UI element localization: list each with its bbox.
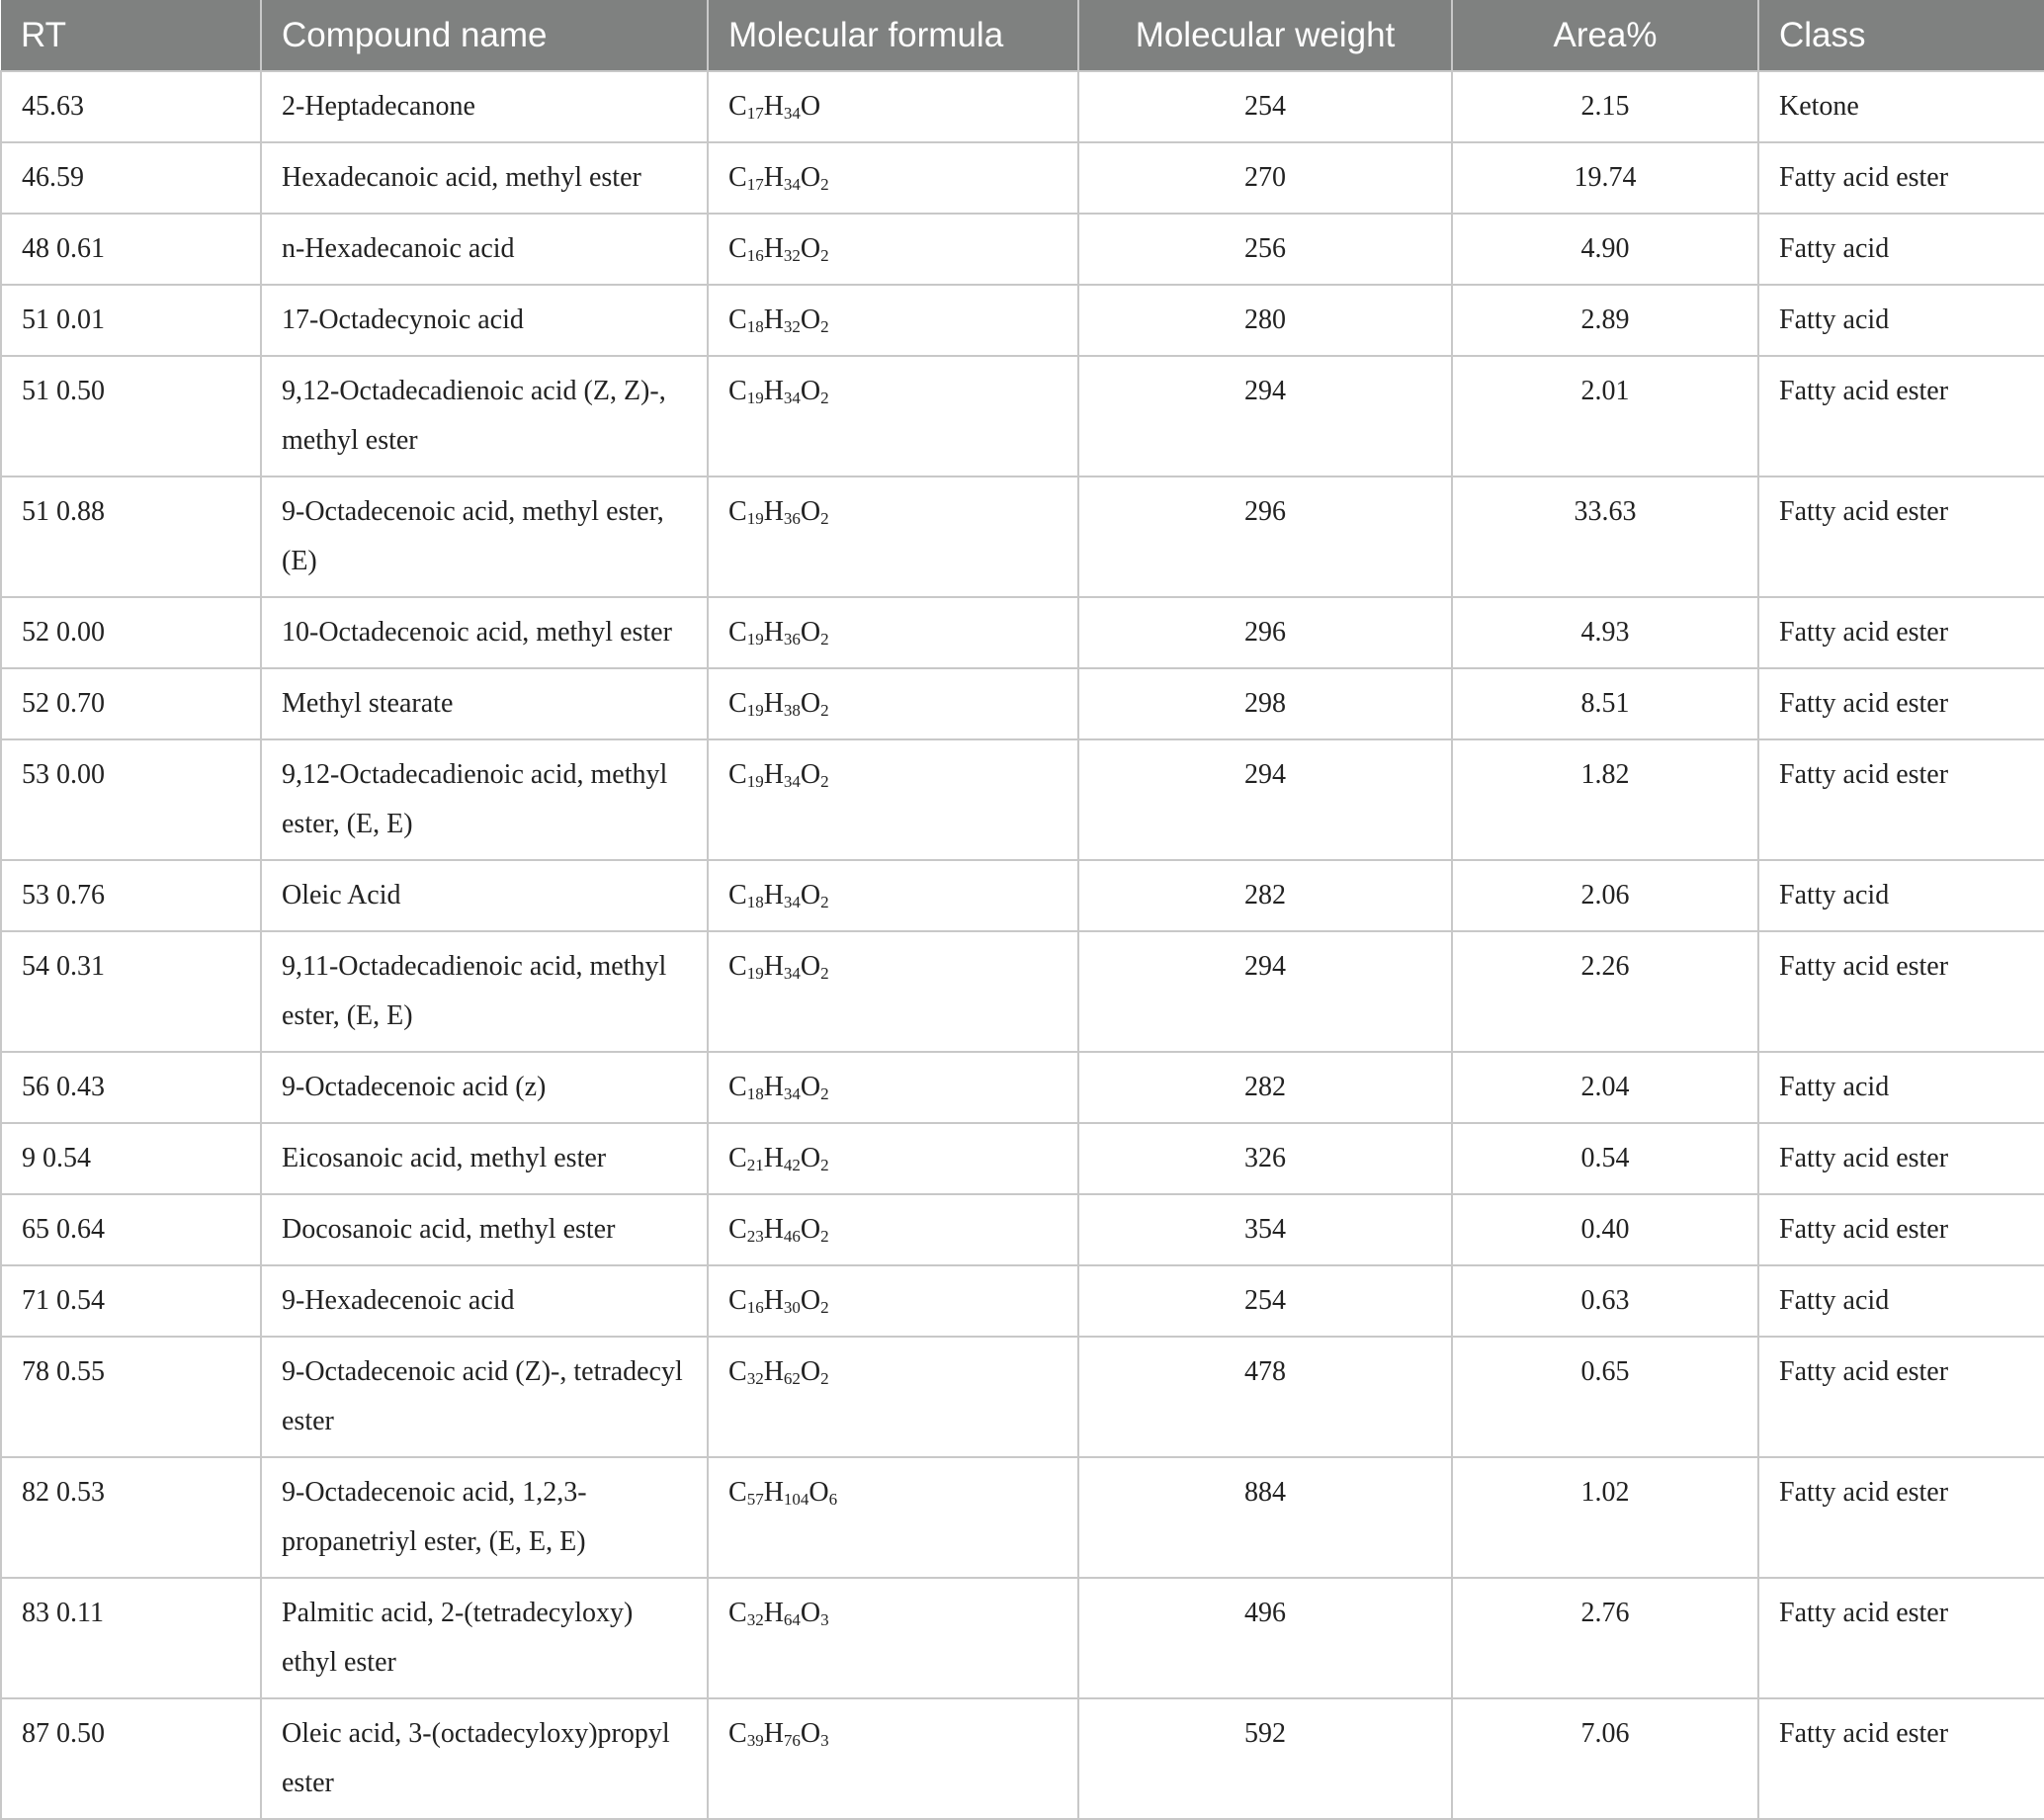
cell-compound-name: 9,12-Octadecadienoic acid (Z, Z)-, methyl ester (261, 356, 708, 477)
cell-molecular-weight: 270 (1078, 142, 1452, 214)
cell-rt: 65 0.64 (1, 1194, 261, 1265)
formula-subscript: 39 (746, 1731, 764, 1750)
formula-element: C (728, 951, 747, 982)
formula-element: O (800, 880, 821, 910)
cell-compound-name: 9-Octadecenoic acid (Z)-, tetradecyl ester (261, 1337, 708, 1457)
formula-element: O (800, 233, 821, 264)
formula-element: C (728, 304, 747, 335)
cell-class: Fatty acid ester (1758, 931, 2044, 1052)
formula-element: C (728, 1214, 747, 1245)
cell-molecular-formula (708, 142, 1078, 214)
table-row (1, 1457, 2044, 1578)
cell-molecular-weight: 280 (1078, 285, 1452, 356)
formula-element: O (800, 496, 821, 527)
formula-subscript: 2 (820, 1227, 829, 1246)
formula-subscript: 2 (820, 389, 829, 407)
formula-element: H (763, 617, 784, 648)
formula-subscript: 2 (820, 964, 829, 983)
formula-subscript: 3 (820, 1610, 829, 1629)
cell-molecular-formula (708, 1052, 1078, 1123)
cell-class: Fatty acid ester (1758, 1194, 2044, 1265)
formula-subscript: 19 (746, 630, 764, 649)
formula-subscript: 62 (783, 1369, 801, 1388)
cell-molecular-weight: 254 (1078, 71, 1452, 142)
formula-subscript: 16 (746, 1298, 764, 1317)
formula-element: O (800, 759, 821, 790)
formula-element: O (800, 1718, 821, 1749)
cell-molecular-formula (708, 931, 1078, 1052)
table-row (1, 1578, 2044, 1698)
formula-element: C (728, 688, 747, 719)
cell-area-percent: 2.06 (1452, 860, 1758, 931)
formula-element: C (728, 1477, 747, 1508)
formula-subscript: 34 (783, 893, 801, 911)
cell-class: Fatty acid (1758, 285, 2044, 356)
table-row (1, 71, 2044, 142)
formula-subscript: 23 (746, 1227, 764, 1246)
table-row (1, 739, 2044, 860)
formula-subscript: 3 (820, 1731, 829, 1750)
cell-molecular-formula (708, 1698, 1078, 1819)
formula-element: H (763, 1598, 784, 1628)
formula-subscript: 36 (783, 630, 801, 649)
cell-compound-name: 9,11-Octadecadienoic acid, methyl ester, (E, E) (261, 931, 708, 1052)
formula-element: H (763, 376, 784, 406)
cell-molecular-formula (708, 285, 1078, 356)
cell-molecular-weight: 282 (1078, 860, 1452, 931)
cell-class: Fatty acid ester (1758, 477, 2044, 597)
cell-class: Fatty acid (1758, 860, 2044, 931)
formula-subscript: 2 (820, 893, 829, 911)
formula-element: O (800, 1143, 821, 1173)
cell-molecular-weight: 592 (1078, 1698, 1452, 1819)
cell-molecular-formula (708, 597, 1078, 668)
cell-rt: 48 0.61 (1, 214, 261, 285)
formula-element: C (728, 1285, 747, 1316)
cell-rt: 71 0.54 (1, 1265, 261, 1337)
cell-area-percent: 2.76 (1452, 1578, 1758, 1698)
formula-element: O (800, 304, 821, 335)
formula-element: O (800, 1072, 821, 1102)
table-row (1, 931, 2044, 1052)
cell-molecular-formula (708, 1194, 1078, 1265)
formula-subscript: 34 (783, 104, 801, 123)
formula-element: C (728, 496, 747, 527)
cell-molecular-formula (708, 1578, 1078, 1698)
formula-element: H (763, 1143, 784, 1173)
formula-element: C (728, 880, 747, 910)
cell-class: Fatty acid ester (1758, 142, 2044, 214)
formula-subscript: 32 (783, 317, 801, 336)
cell-rt: 52 0.00 (1, 597, 261, 668)
cell-area-percent: 33.63 (1452, 477, 1758, 597)
cell-molecular-formula (708, 739, 1078, 860)
formula-element: O (800, 376, 821, 406)
cell-molecular-weight: 296 (1078, 597, 1452, 668)
cell-rt: 53 0.76 (1, 860, 261, 931)
formula-element: C (728, 1598, 747, 1628)
formula-subscript: 36 (783, 509, 801, 528)
formula-subscript: 16 (746, 246, 764, 265)
cell-compound-name: Hexadecanoic acid, methyl ester (261, 142, 708, 214)
table-row (1, 668, 2044, 739)
formula-subscript: 104 (783, 1490, 809, 1509)
formula-subscript: 38 (783, 701, 801, 720)
formula-element: H (763, 1072, 784, 1102)
formula-subscript: 19 (746, 701, 764, 720)
table-row (1, 285, 2044, 356)
formula-element: H (763, 951, 784, 982)
cell-area-percent: 0.63 (1452, 1265, 1758, 1337)
formula-element: C (728, 1143, 747, 1173)
cell-compound-name: 17-Octadecynoic acid (261, 285, 708, 356)
cell-class: Fatty acid ester (1758, 1337, 2044, 1457)
formula-subscript: 34 (783, 175, 801, 194)
cell-rt: 82 0.53 (1, 1457, 261, 1578)
cell-area-percent: 19.74 (1452, 142, 1758, 214)
formula-subscript: 2 (820, 1298, 829, 1317)
cell-rt: 53 0.00 (1, 739, 261, 860)
cell-molecular-formula (708, 214, 1078, 285)
formula-subscript: 2 (820, 630, 829, 649)
cell-molecular-weight: 282 (1078, 1052, 1452, 1123)
cell-compound-name: 9-Hexadecenoic acid (261, 1265, 708, 1337)
formula-subscript: 32 (746, 1610, 764, 1629)
cell-compound-name: 10-Octadecenoic acid, methyl ester (261, 597, 708, 668)
cell-class: Fatty acid ester (1758, 1123, 2044, 1194)
formula-element: C (728, 759, 747, 790)
cell-area-percent: 1.02 (1452, 1457, 1758, 1578)
cell-rt: 56 0.43 (1, 1052, 261, 1123)
cell-compound-name: 9-Octadecenoic acid (z) (261, 1052, 708, 1123)
formula-element: C (728, 233, 747, 264)
cell-area-percent: 2.15 (1452, 71, 1758, 142)
cell-molecular-weight: 294 (1078, 739, 1452, 860)
cell-area-percent: 2.04 (1452, 1052, 1758, 1123)
formula-element: O (800, 162, 821, 193)
cell-compound-name: Docosanoic acid, methyl ester (261, 1194, 708, 1265)
cell-molecular-weight: 298 (1078, 668, 1452, 739)
formula-subscript: 2 (820, 246, 829, 265)
formula-element: H (763, 880, 784, 910)
header-class: Class (1758, 0, 2044, 71)
formula-element: H (763, 1718, 784, 1749)
formula-subscript: 21 (746, 1156, 764, 1174)
cell-rt: 51 0.01 (1, 285, 261, 356)
formula-subscript: 30 (783, 1298, 801, 1317)
formula-subscript: 32 (783, 246, 801, 265)
formula-subscript: 46 (783, 1227, 801, 1246)
formula-subscript: 32 (746, 1369, 764, 1388)
cell-compound-name: 9-Octadecenoic acid, 1,2,3-propanetriyl ester, (E, E, E) (261, 1457, 708, 1578)
cell-class: Fatty acid (1758, 1052, 2044, 1123)
cell-compound-name: Palmitic acid, 2-(tetradecyloxy) ethyl ester (261, 1578, 708, 1698)
cell-area-percent: 2.26 (1452, 931, 1758, 1052)
cell-area-percent: 0.54 (1452, 1123, 1758, 1194)
cell-area-percent: 4.90 (1452, 214, 1758, 285)
table-row (1, 1052, 2044, 1123)
cell-area-percent: 0.40 (1452, 1194, 1758, 1265)
cell-area-percent: 2.01 (1452, 356, 1758, 477)
cell-rt: 54 0.31 (1, 931, 261, 1052)
formula-element: C (728, 376, 747, 406)
table-row (1, 142, 2044, 214)
formula-element: O (809, 1477, 829, 1508)
table-row (1, 1698, 2044, 1819)
formula-subscript: 2 (820, 701, 829, 720)
formula-subscript: 19 (746, 964, 764, 983)
cell-molecular-formula (708, 860, 1078, 931)
cell-rt: 45.63 (1, 71, 261, 142)
formula-subscript: 18 (746, 317, 764, 336)
formula-element: C (728, 91, 747, 122)
cell-compound-name: n-Hexadecanoic acid (261, 214, 708, 285)
cell-compound-name: 9,12-Octadecadienoic acid, methyl ester, (E, E) (261, 739, 708, 860)
formula-subscript: 2 (820, 509, 829, 528)
cell-molecular-formula (708, 477, 1078, 597)
cell-molecular-weight: 254 (1078, 1265, 1452, 1337)
cell-rt: 51 0.88 (1, 477, 261, 597)
formula-subscript: 34 (783, 772, 801, 791)
cell-molecular-formula (708, 1337, 1078, 1457)
formula-subscript: 18 (746, 1084, 764, 1103)
cell-rt: 52 0.70 (1, 668, 261, 739)
table-row (1, 1337, 2044, 1457)
table-row (1, 356, 2044, 477)
cell-compound-name: Oleic acid, 3-(octadecyloxy)propyl ester (261, 1698, 708, 1819)
formula-subscript: 2 (820, 1084, 829, 1103)
formula-subscript: 2 (820, 1156, 829, 1174)
cell-molecular-formula (708, 1123, 1078, 1194)
cell-compound-name: Methyl stearate (261, 668, 708, 739)
formula-element: H (763, 1477, 784, 1508)
cell-molecular-weight: 326 (1078, 1123, 1452, 1194)
cell-molecular-weight: 496 (1078, 1578, 1452, 1698)
cell-area-percent: 0.65 (1452, 1337, 1758, 1457)
cell-molecular-weight: 354 (1078, 1194, 1452, 1265)
cell-molecular-weight: 296 (1078, 477, 1452, 597)
formula-element: H (763, 496, 784, 527)
formula-subscript: 2 (820, 175, 829, 194)
cell-area-percent: 2.89 (1452, 285, 1758, 356)
formula-subscript: 42 (783, 1156, 801, 1174)
cell-compound-name: 9-Octadecenoic acid, methyl ester, (E) (261, 477, 708, 597)
formula-element: H (763, 1214, 784, 1245)
formula-element: H (763, 1285, 784, 1316)
cell-molecular-weight: 256 (1078, 214, 1452, 285)
table-row (1, 1123, 2044, 1194)
cell-compound-name: Oleic Acid (261, 860, 708, 931)
cell-molecular-weight: 884 (1078, 1457, 1452, 1578)
cell-rt: 78 0.55 (1, 1337, 261, 1457)
cell-compound-name: Eicosanoic acid, methyl ester (261, 1123, 708, 1194)
cell-molecular-weight: 294 (1078, 356, 1452, 477)
cell-molecular-weight: 294 (1078, 931, 1452, 1052)
formula-element: H (763, 688, 784, 719)
cell-rt: 51 0.50 (1, 356, 261, 477)
cell-rt: 87 0.50 (1, 1698, 261, 1819)
formula-element: C (728, 1356, 747, 1387)
formula-element: C (728, 1072, 747, 1102)
cell-molecular-weight: 478 (1078, 1337, 1452, 1457)
table-row (1, 1194, 2044, 1265)
formula-element: H (763, 233, 784, 264)
formula-subscript: 34 (783, 964, 801, 983)
formula-element: O (800, 688, 821, 719)
formula-element: H (763, 162, 784, 193)
formula-element: H (763, 91, 784, 122)
formula-element: H (763, 1356, 784, 1387)
table-body (1, 71, 2044, 1819)
formula-element: O (800, 617, 821, 648)
formula-subscript: 17 (746, 104, 764, 123)
header-compound-name: Compound name (261, 0, 708, 71)
formula-subscript: 2 (820, 1369, 829, 1388)
formula-element: O (800, 1598, 821, 1628)
header-area-percent: Area% (1452, 0, 1758, 71)
table-row (1, 860, 2044, 931)
formula-element: H (763, 759, 784, 790)
formula-subscript: 2 (820, 772, 829, 791)
cell-class: Fatty acid ester (1758, 668, 2044, 739)
formula-subscript: 34 (783, 389, 801, 407)
cell-molecular-formula (708, 1265, 1078, 1337)
cell-rt: 83 0.11 (1, 1578, 261, 1698)
cell-class: Fatty acid ester (1758, 739, 2044, 860)
header-molecular-weight: Molecular weight (1078, 0, 1452, 71)
formula-element: C (728, 1718, 747, 1749)
formula-element: O (800, 1285, 821, 1316)
cell-molecular-formula (708, 1457, 1078, 1578)
cell-area-percent: 7.06 (1452, 1698, 1758, 1819)
cell-class: Fatty acid ester (1758, 1457, 2044, 1578)
formula-subscript: 6 (828, 1490, 838, 1509)
header-rt: RT (1, 0, 261, 71)
table-header (1, 0, 2044, 71)
formula-subscript: 57 (746, 1490, 764, 1509)
formula-subscript: 34 (783, 1084, 801, 1103)
header-row (1, 0, 2044, 71)
cell-area-percent: 4.93 (1452, 597, 1758, 668)
cell-molecular-formula (708, 356, 1078, 477)
formula-subscript: 19 (746, 772, 764, 791)
cell-class: Fatty acid ester (1758, 1578, 2044, 1698)
formula-element: O (800, 951, 821, 982)
cell-class: Fatty acid (1758, 1265, 2044, 1337)
cell-class: Fatty acid ester (1758, 1698, 2044, 1819)
cell-area-percent: 8.51 (1452, 668, 1758, 739)
table-row (1, 597, 2044, 668)
table-row (1, 1265, 2044, 1337)
cell-class: Ketone (1758, 71, 2044, 142)
formula-element: O (800, 1356, 821, 1387)
cell-molecular-formula (708, 71, 1078, 142)
formula-subscript: 64 (783, 1610, 801, 1629)
formula-subscript: 19 (746, 509, 764, 528)
formula-element: O (800, 91, 821, 122)
cell-rt: 46.59 (1, 142, 261, 214)
table-row (1, 477, 2044, 597)
cell-class: Fatty acid ester (1758, 597, 2044, 668)
formula-subscript: 2 (820, 317, 829, 336)
formula-element: C (728, 162, 747, 193)
cell-rt: 9 0.54 (1, 1123, 261, 1194)
header-molecular-formula: Molecular formula (708, 0, 1078, 71)
formula-subscript: 17 (746, 175, 764, 194)
formula-element: C (728, 617, 747, 648)
formula-subscript: 76 (783, 1731, 801, 1750)
cell-area-percent: 1.82 (1452, 739, 1758, 860)
formula-element: H (763, 304, 784, 335)
formula-element: O (800, 1214, 821, 1245)
formula-subscript: 18 (746, 893, 764, 911)
table-row (1, 214, 2044, 285)
cell-class: Fatty acid ester (1758, 356, 2044, 477)
cell-class: Fatty acid (1758, 214, 2044, 285)
cell-molecular-formula (708, 668, 1078, 739)
formula-subscript: 19 (746, 389, 764, 407)
cell-compound-name: 2-Heptadecanone (261, 71, 708, 142)
